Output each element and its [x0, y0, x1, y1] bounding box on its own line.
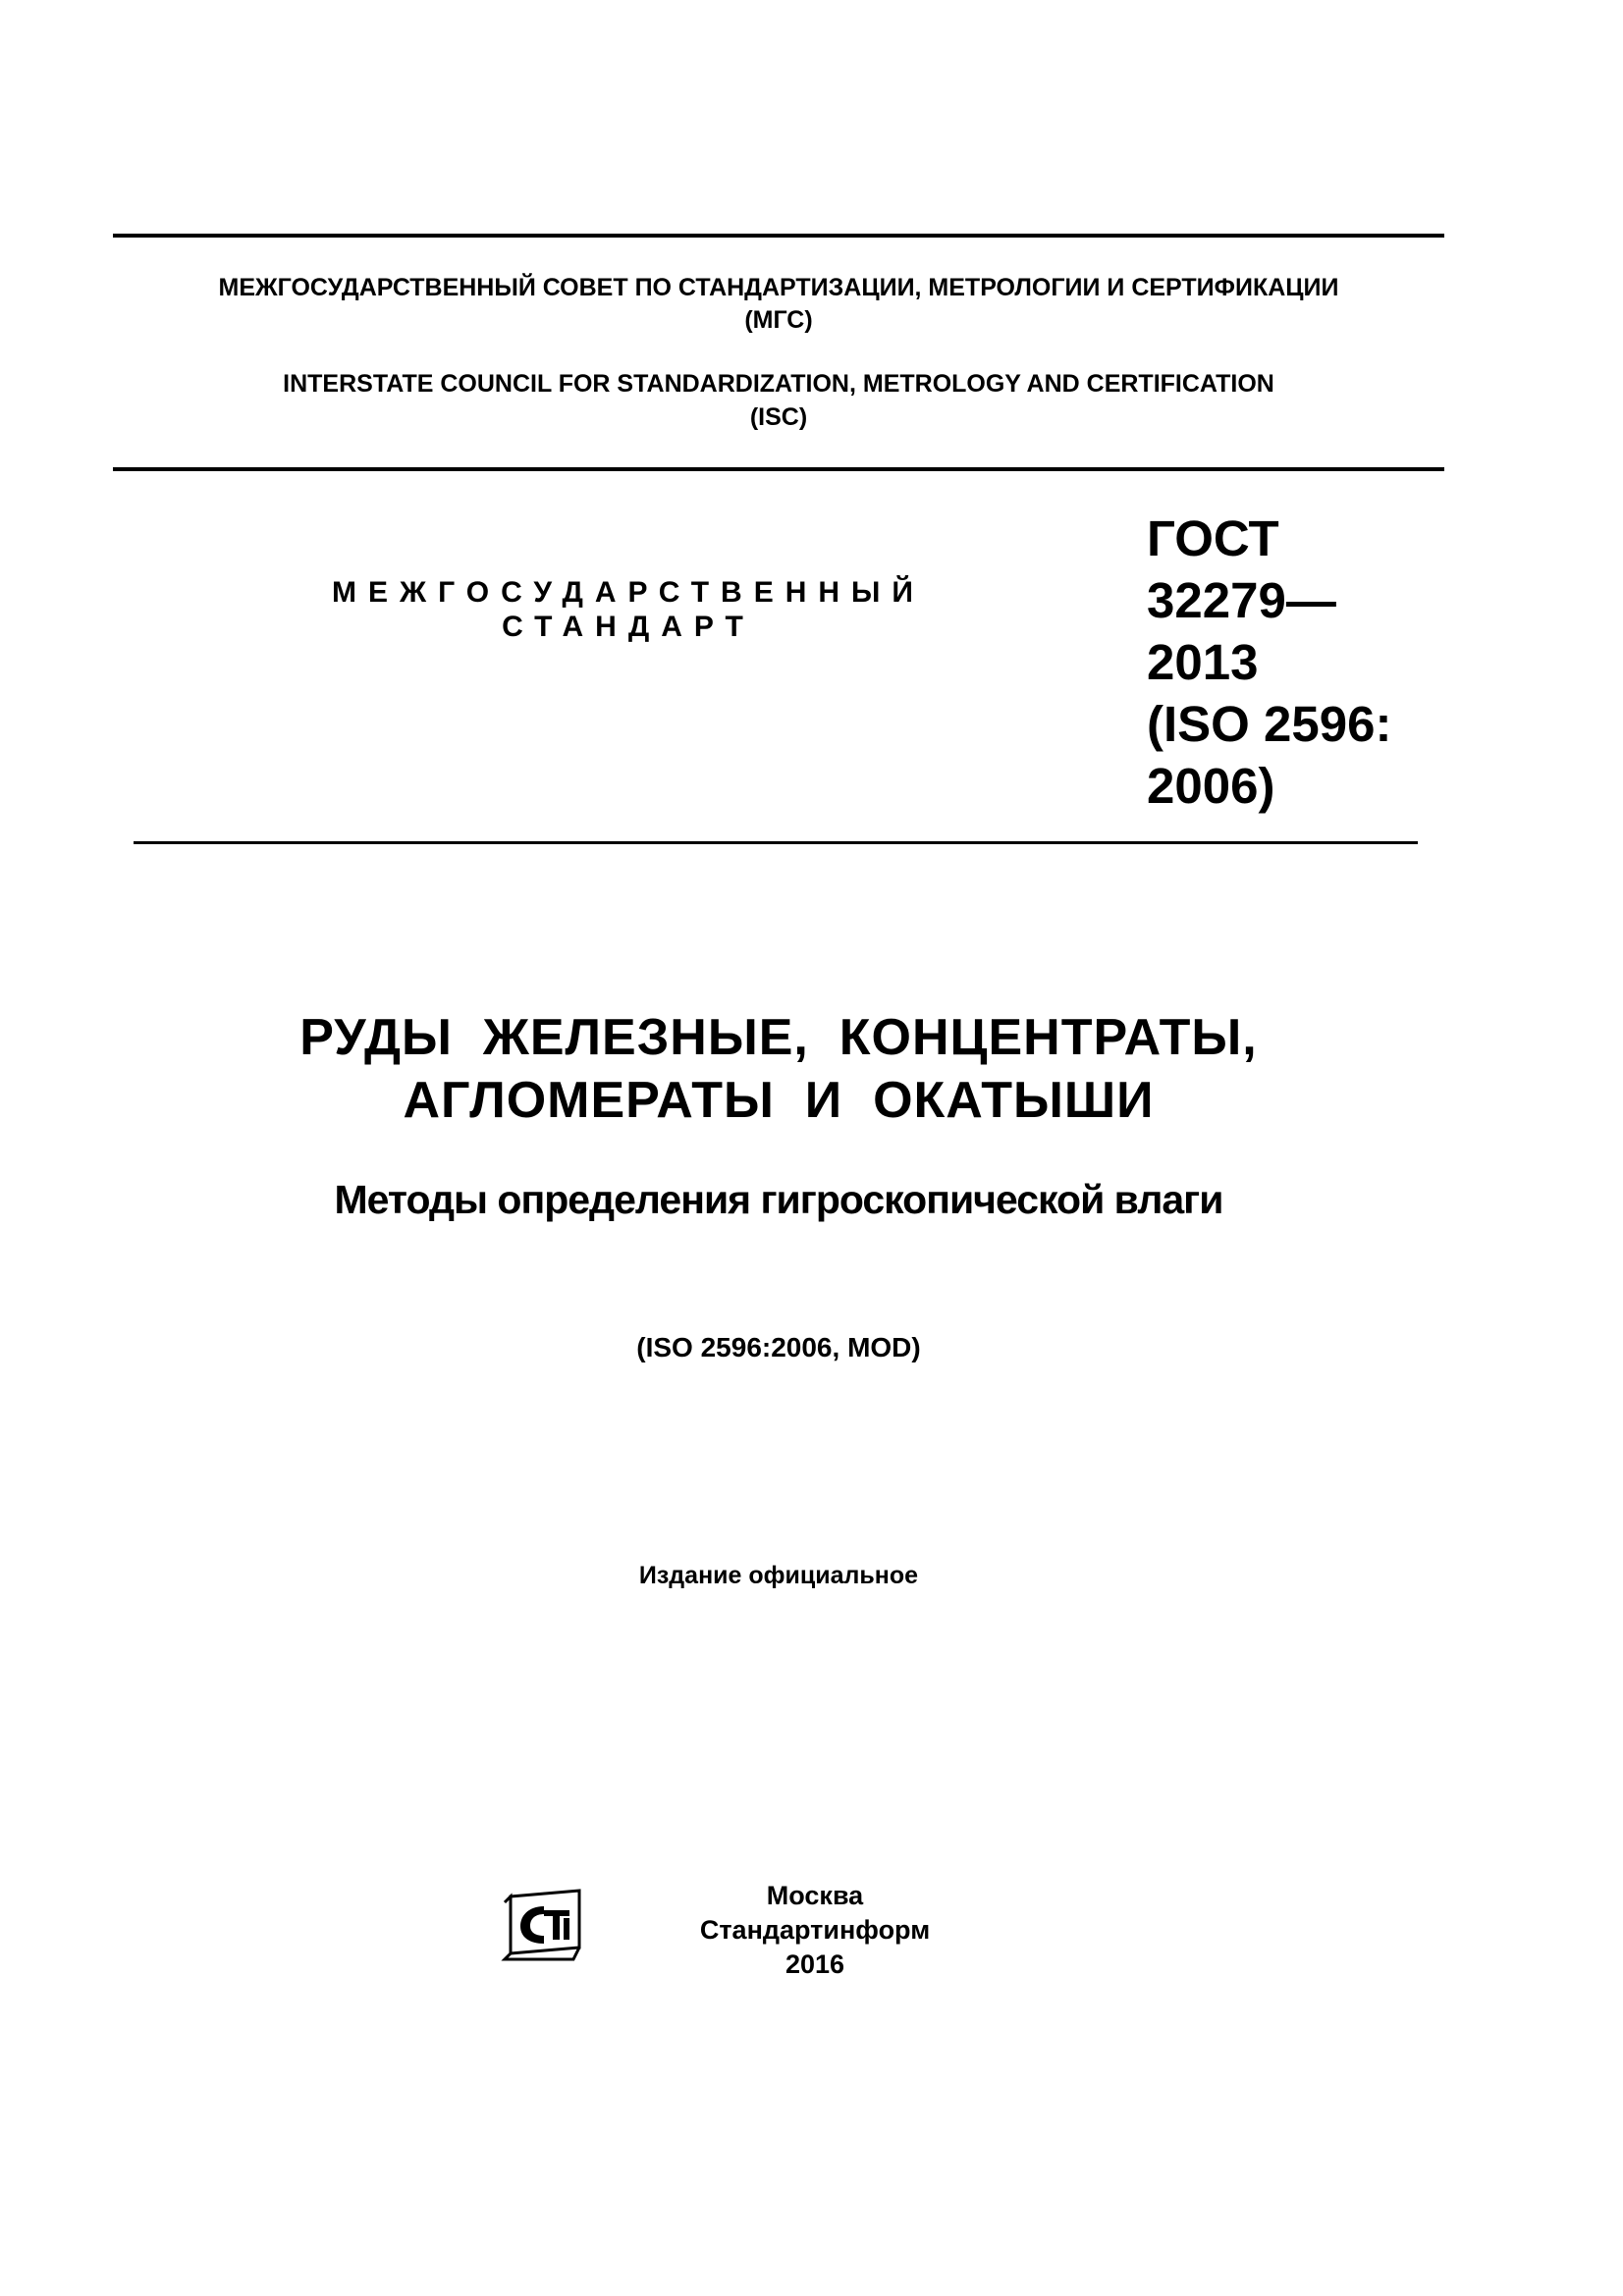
council-abbr-en: (ISC)	[749, 403, 808, 431]
designation-line: 2013	[1147, 634, 1259, 690]
designation-line: ГОСТ	[1147, 510, 1279, 566]
council-name-ru: МЕЖГОСУДАРСТВЕННЫЙ СОВЕТ ПО СТАНДАРТИЗАЦИИ, МЕТРОЛОГИИ И СЕРТИФИКАЦИИ	[218, 274, 1339, 301]
iso-reference: (ISO 2596:2006, MOD)	[636, 1332, 921, 1362]
standard-kind-line1: МЕЖГОСУДАРСТВЕННЫЙ	[332, 576, 925, 609]
title-line2: АГЛОМЕРАТЫ И ОКАТЫШИ	[403, 1072, 1155, 1129]
logo-graphic	[501, 1889, 588, 1961]
standard-kind	[295, 575, 962, 644]
header-divider	[113, 467, 1444, 471]
publisher-name: Стандартинформ	[699, 1915, 931, 1945]
designation-line: (ISO 2596:	[1147, 696, 1392, 752]
top-divider	[113, 234, 1444, 238]
publisher-year: 2016	[784, 1949, 845, 1979]
document-subtitle: Методы определения гигроскопической влаги	[334, 1177, 1223, 1222]
standartinform-logo-icon	[501, 1889, 588, 1961]
edition-note: Издание официальное	[638, 1562, 919, 1589]
council-name-en: INTERSTATE COUNCIL FOR STANDARDIZATION, METROLOGY AND CERTIFICATION	[283, 370, 1274, 398]
council-abbr-ru: (МГС)	[744, 306, 813, 334]
title-line1: РУДЫ ЖЕЛЕЗНЫЕ, КОНЦЕНТРАТЫ,	[299, 1009, 1258, 1066]
publisher-city: Москва	[766, 1881, 864, 1910]
document-title	[113, 1006, 1444, 1132]
designation-divider	[134, 841, 1418, 844]
standard-kind-line2: СТАНДАРТ	[502, 611, 755, 643]
designation-line: 32279—	[1147, 572, 1336, 628]
publisher-block	[638, 1879, 992, 1982]
designation-line: 2006)	[1147, 758, 1275, 814]
standard-designation	[1147, 507, 1441, 817]
